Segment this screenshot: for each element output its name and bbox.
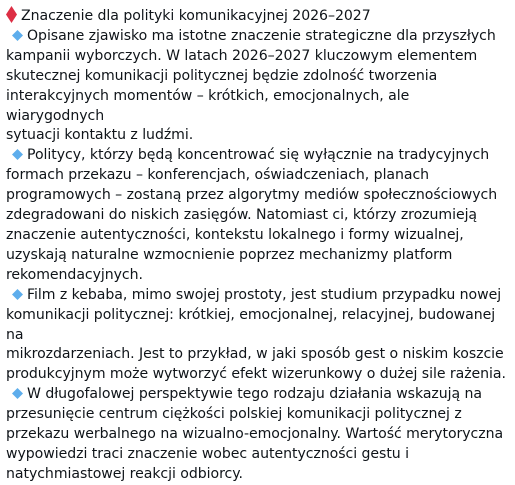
paragraph-line: komunikacji politycznej: krótkiej, emocjonalnej, relacyjnej, budowanej na [6,306,496,343]
section-heading [6,3,507,27]
section-heading-text: Znaczenie dla polityki komunikacyjnej 2026–2027 [21,8,371,24]
small-blue-diamond-icon [12,148,23,159]
paragraph-line: sytuacji kontaktu z ludźmi. [6,127,194,144]
paragraph-line: natychmiastowej reakcji odbiorcy. [6,465,243,482]
paragraph-line: przesunięcie centrum ciężkości polskiej komunikacji politycznej z [6,406,462,423]
paragraph-line [6,286,507,306]
paragraph-line: programowych – zostaną przez algorytmy mediów społecznościowych [6,187,498,204]
paragraph-line [6,146,507,166]
paragraph-line: kampanii wyborczych. W latach 2026–2027 kluczowym elementem [6,47,478,64]
red-diamond-icon [6,3,17,20]
paragraph-line: skutecznej komunikacji politycznej będzie zdolność tworzenia [6,67,438,84]
paragraph-line: mikrozdarzeniach. Jest to przykład, w jaki sposób gest o niskim koszcie [6,346,504,363]
paragraph-line: zdegradowani do niskich zasięgów. Natomiast ci, którzy zrozumieją [6,207,478,224]
paragraph-text: Opisane zjawisko ma istotne znaczenie strategiczne dla przyszłych [27,27,496,44]
small-blue-diamond-icon [12,288,23,299]
paragraph-line: interakcyjnych momentów – krótkich, emocjonalnych, ale wiarygodnych [6,87,410,124]
paragraph-line [6,385,507,405]
paragraph-line: znaczenie autentyczności, kontekstu lokalnego i formy wizualnej, [6,226,464,243]
paragraph-line: rekomendacyjnych. [6,266,143,283]
paragraph-line [6,27,507,47]
paragraph-text: W długofalowej perspektywie tego rodzaju działania wskazują na [27,386,483,403]
paragraph-line: wypowiedzi traci znaczenie wobec autentyczności gestu i [6,445,409,462]
paragraph-line: formach przekazu – konferencjach, oświadczeniach, planach [6,167,430,184]
small-blue-diamond-icon [12,29,23,40]
paragraph-line: uzyskają naturalne wzmocnienie poprzez mechanizmy platform [6,246,453,263]
paragraph-line: przekazu werbalnego na wizualno-emocjonalny. Wartość merytoryczna [6,426,504,443]
small-blue-diamond-icon [12,387,23,398]
paragraph-text: Film z kebaba, mimo swojej prostoty, jest studium przypadku nowej [27,286,502,303]
paragraph-line: produkcyjnym może wytworzyć efekt wizerunkowy o dużej sile rażenia. [6,366,506,383]
paragraph-text: Politycy, którzy będą koncentrować się wyłącznie na tradycyjnych [27,147,490,164]
